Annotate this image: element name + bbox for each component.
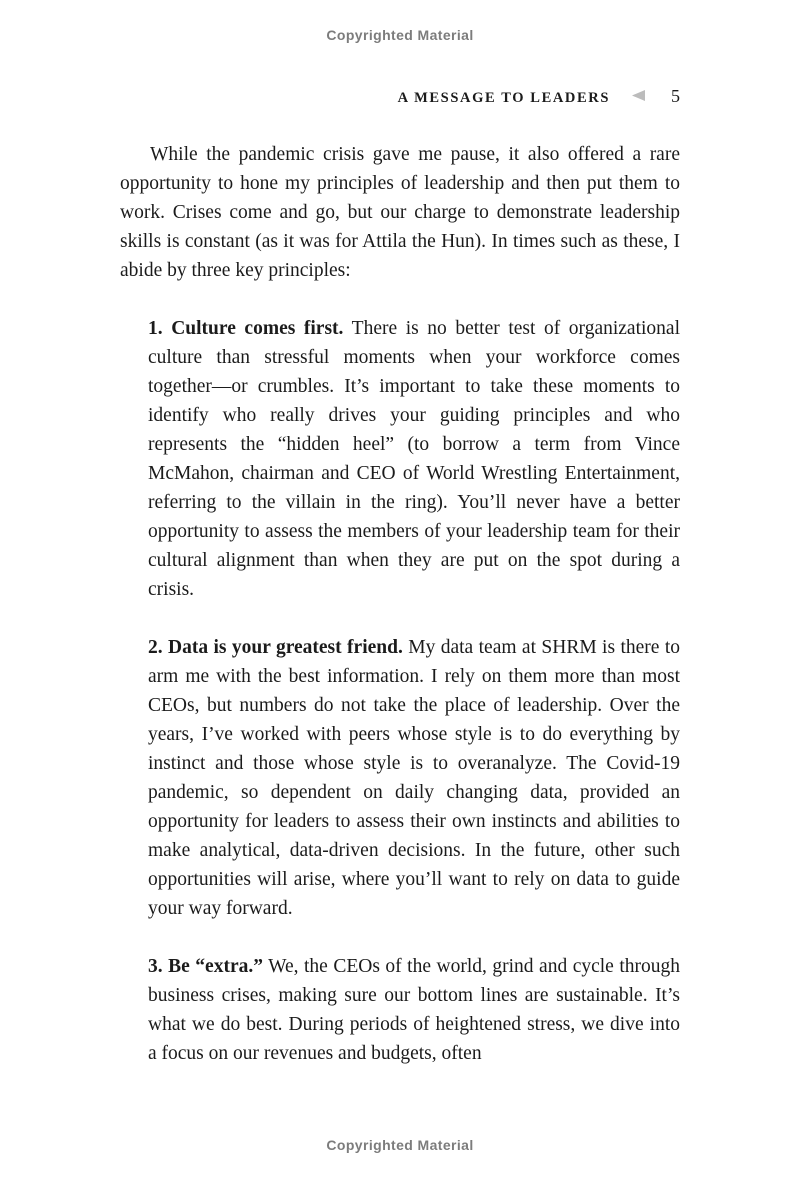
principle-1-body: There is no better test of organizational culture than stressful moments when your workforce comes together—or crumbles. It’s important to take these moments to identify who really drives your guiding principles and who represents the “hidden heel” (to borrow a term from Vince McMahon, chairman and CEO of World Wrestling Entertainment, referring to the villain in the ring). You’ll never have a better opportunity to assess the members of your leadership team for their cultural alignment than when they are put on the spot during a crisis.	[148, 318, 680, 600]
principle-2-body: My data team at SHRM is there to arm me with the best information. I rely on them more than most CEOs, but numbers do not take the place of leadership. Over the years, I’ve worked with peers whose style is to do everything by instinct and those whose style is to overanalyze. The Covid-19 pandemic, so dependent on daily changing data, provided an opportunity for leaders to assess their own instincts and abilities to make analytical, data-driven decisions. In the future, other such opportunities will arise, where you’ll want to rely on data to guide your way forward.	[148, 637, 681, 919]
principle-item-1	[148, 314, 680, 604]
principle-3-lead: 3. Be “extra.”	[148, 956, 263, 977]
principle-item-2	[148, 633, 680, 923]
running-head-title: A MESSAGE TO LEADERS	[397, 90, 610, 106]
copyright-notice-top: Copyrighted Material	[326, 27, 474, 43]
body-text	[120, 140, 680, 1068]
principle-item-3	[148, 952, 680, 1068]
running-header	[120, 86, 680, 107]
principle-1-lead: 1. Culture comes first.	[148, 318, 344, 339]
principle-3-body: We, the CEOs of the world, grind and cycle through business crises, making sure our bottom lines are sustainable. It’s what we do best. During periods of heightened stress, we dive into a focus on our revenues and budgets, often	[148, 956, 680, 1064]
page-number: 5	[671, 86, 680, 106]
copyright-notice-bottom: Copyrighted Material	[326, 1137, 474, 1153]
intro-paragraph: While the pandemic crisis gave me pause, it also offered a rare opportunity to hone my principles of leadership and then put them to work. Crises come and go, but our charge to demonstrate leadership skills is constant (as it was for Attila the Hun). In times such as these, I abide by three key principles:	[120, 144, 680, 281]
principle-2-lead: 2. Data is your greatest friend.	[148, 637, 403, 658]
left-triangle-icon	[632, 88, 645, 106]
